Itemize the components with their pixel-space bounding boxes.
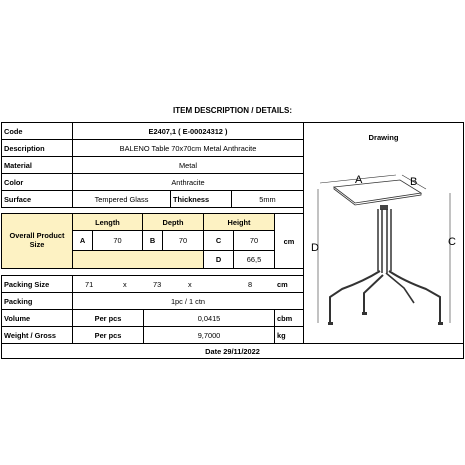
color-value: Anthracite xyxy=(72,173,304,191)
base-leg-front xyxy=(364,275,383,313)
packing-size-unit: cm xyxy=(277,279,288,289)
table-drawing xyxy=(304,123,463,343)
color-label: Color xyxy=(1,173,73,191)
height-header: Height xyxy=(203,213,275,231)
thickness-label: Thickness xyxy=(170,190,232,208)
packing-size-row xyxy=(72,275,304,293)
volume-per: Per pcs xyxy=(72,309,144,327)
dim-c-label: C xyxy=(448,236,456,248)
weight-per: Per pcs xyxy=(72,326,144,344)
d-label: D xyxy=(203,250,234,269)
material-label: Material xyxy=(1,156,73,174)
foot-1 xyxy=(328,322,333,325)
spec-sheet xyxy=(1,122,464,359)
volume-value: 0,0415 xyxy=(143,309,275,327)
packing-label: Packing xyxy=(1,292,73,310)
material-value: Metal xyxy=(72,156,304,174)
size-unit-cell xyxy=(274,213,304,269)
code-value: E2407,1 ( E-00024312 ) xyxy=(72,122,304,140)
base-leg-right xyxy=(389,271,440,323)
a-label: A xyxy=(72,230,93,251)
base-leg-left xyxy=(330,271,380,323)
foot-3 xyxy=(362,312,367,315)
foot-2 xyxy=(438,322,443,325)
weight-value: 9,7000 xyxy=(143,326,275,344)
volume-label: Volume xyxy=(1,309,73,327)
tabletop-edge xyxy=(334,187,421,205)
packing-size-v3: 8 xyxy=(248,279,253,289)
weight-unit: kg xyxy=(274,326,304,344)
packing-size-x1: x xyxy=(123,279,127,289)
dim-d-label: D xyxy=(311,242,319,254)
a-value: 70 xyxy=(92,230,143,251)
depth-header: Depth xyxy=(142,213,204,231)
description-value: BALENO Table 70x70cm Metal Anthracite xyxy=(72,139,304,157)
b-label: B xyxy=(142,230,163,251)
code-label: Code xyxy=(1,122,73,140)
date-footer: Date 29/11/2022 xyxy=(1,343,464,359)
b-value: 70 xyxy=(162,230,204,251)
volume-unit: cbm xyxy=(274,309,304,327)
packing-value: 1pc / 1 ctn xyxy=(72,292,304,310)
packing-size-label: Packing Size xyxy=(1,275,73,293)
size-unit: cm xyxy=(283,236,295,246)
d-value: 66,5 xyxy=(233,250,275,269)
drawing-title: Drawing xyxy=(368,133,399,142)
c-label: C xyxy=(203,230,234,251)
overall-size-label: Overall Product Size xyxy=(1,213,73,269)
dim-a-label: A xyxy=(355,174,363,186)
length-header: Length xyxy=(72,213,143,231)
drawing-panel xyxy=(303,122,464,344)
thickness-value: 5mm xyxy=(231,190,304,208)
surface-label: Surface xyxy=(1,190,73,208)
weight-label: Weight / Gross xyxy=(1,326,73,344)
tabletop-outline xyxy=(334,180,421,203)
packing-size-v1: 71 xyxy=(85,279,94,289)
c-value: 70 xyxy=(233,230,275,251)
blank-cell xyxy=(72,250,204,269)
packing-size-x2: x xyxy=(188,279,192,289)
description-label: Description xyxy=(1,139,73,157)
packing-size-v2: 73 xyxy=(153,279,162,289)
surface-value: Tempered Glass xyxy=(72,190,171,208)
page-title: ITEM DESCRIPTION / DETAILS: xyxy=(173,106,292,115)
dim-b-label: B xyxy=(410,176,418,188)
